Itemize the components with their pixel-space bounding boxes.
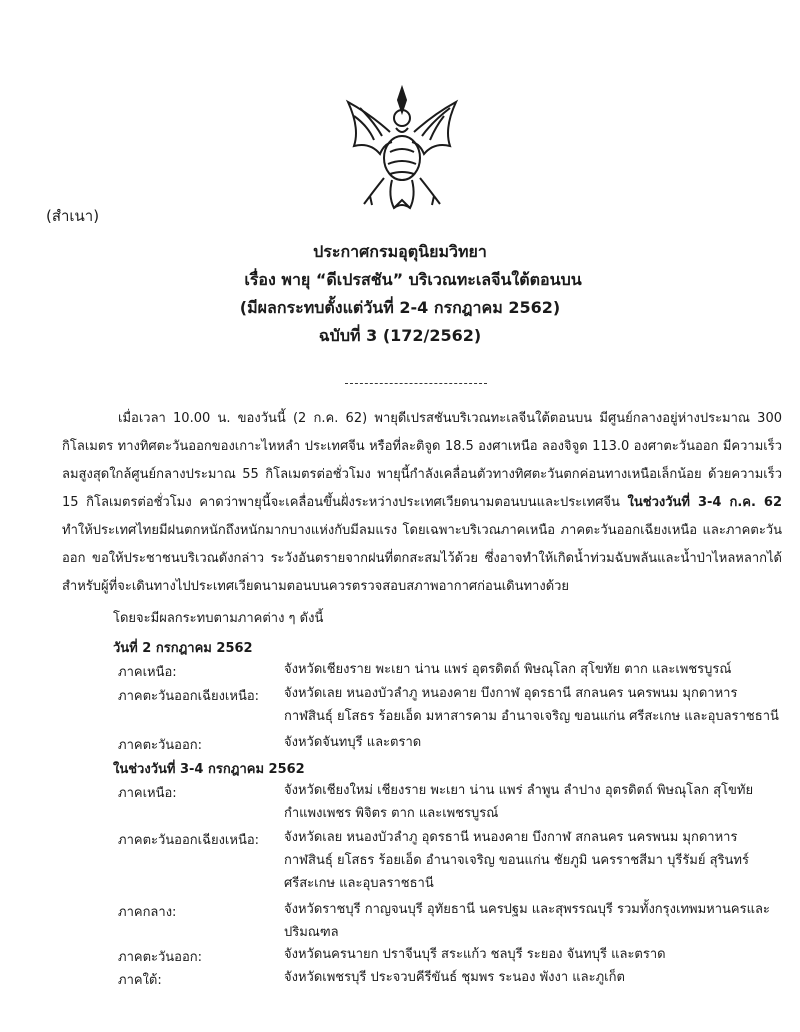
region-provinces: จังหวัดเพชรบุรี ประจวบคีรีขันธ์ ชุมพร ระนอง พังงา และภูเก็ต bbox=[284, 970, 625, 985]
region-provinces: จังหวัดเชียงใหม่ เชียงราย พะเยา น่าน แพร่ ลำพูน ลำปาง อุตรดิตถ์ พิษณุโลก สุโขทัย กำแพงเพชร พิจิตร ตาก และเพชรบูรณ์ bbox=[284, 783, 754, 821]
announcement-body bbox=[62, 405, 782, 601]
issue-number: ฉบับที่ 3 (172/2562) bbox=[318, 326, 482, 345]
region-label: ภาคใต้: bbox=[118, 973, 162, 988]
region-label: ภาคตะวันออก: bbox=[118, 738, 203, 753]
main-paragraph bbox=[62, 405, 782, 601]
garuda-emblem-icon bbox=[340, 84, 465, 214]
region-label: ภาคตะวันออกเฉียงเหนือ: bbox=[118, 689, 260, 704]
region-provinces: จังหวัดนครนายก ปราจีนบุรี สระแก้ว ชลบุรี ระยอง จันทบุรี และตราด bbox=[284, 947, 666, 962]
agency-title: ประกาศกรมอุตุนิยมวิทยา bbox=[313, 242, 487, 261]
region-provinces: จังหวัดราชบุรี กาญจนบุรี อุทัยธานี นครปฐม และสุพรรณบุรี รวมทั้งกรุงเทพมหานครและปริมณฑล bbox=[284, 902, 770, 940]
impact-intro: โดยจะมีผลกระทบตามภาคต่าง ๆ ดังนี้ bbox=[113, 611, 324, 626]
section-title-day-2: วันที่ 2 กรกฎาคม 2562 bbox=[113, 641, 253, 656]
effective-period: (มีผลกระทบตั้งแต่วันที่ 2-4 กรกฎาคม 2562) bbox=[239, 298, 561, 317]
paragraph-text-rest: ทำให้ประเทศไทยมีฝนตกหนักถึงหนักมากบางแห่งกับมีลมแรง โดยเฉพาะบริเวณภาคเหนือ ภาคตะวันออกเฉียงเหนือ และภาคตะวันออก ขอให้ประชาชนบริเวณดังกล่าว ระวังอันตรายจากฝนที่ตกสะสมไว้ด้วย ซึ่งอาจทำให้เกิดน้ำท่วมฉับพลันและน้ำป่าไหลหลากได้ สำหรับผู้ที่จะเดินทางไปประเทศเวียดนามตอนบนควรตรวจสอบสภาพอากาศก่อนเดินทางด้วย bbox=[62, 523, 782, 594]
section-title-day-3-4: ในช่วงวันที่ 3-4 กรกฎาคม 2562 bbox=[113, 762, 305, 777]
paragraph-text: เมื่อเวลา 10.00 น. ของวันนี้ (2 ก.ค. 62) พายุดีเปรสชันบริเวณทะเลจีนใต้ตอนบน มีศูนย์กลางอยู่ห่างประมาณ 300 กิโลเมตร ทางทิศตะวันออกของเกาะไหหลำ ประเทศจีน หรือที่ละติจูด 18.5 องศาเหนือ ลองจิจูด 113.0 องศาตะวันออก มีความเร็วลมสูงสุดใกล้ศูนย์กลางประมาณ 55 กิโลเมตรต่อชั่วโมง พายุนี้กำลังเคลื่อนตัวทางทิศตะวันตกค่อนทางเหนือเล็กน้อย ด้วยความเร็ว 15 กิโลเมตรต่อชั่วโมง คาดว่าพายุนี้จะเคลื่อนขึ้นฝั่งระหว่างประเทศเวียดนามตอนบนและประเทศจีน bbox=[62, 411, 782, 510]
region-provinces: จังหวัดเลย หนองบัวลำภู หนองคาย บึงกาฬ อุดรธานี สกลนคร นครพนม มุกดาหาร กาฬสินธุ์ ยโสธร ร้อยเอ็ด มหาสารคาม อำนาจเจริญ ขอนแก่น ศรีสะเกษ และอุบลราชธานี bbox=[284, 686, 779, 724]
region-provinces: จังหวัดเชียงราย พะเยา น่าน แพร่ อุตรดิตถ์ พิษณุโลก สุโขทัย ตาก และเพชรบูรณ์ bbox=[284, 662, 732, 677]
region-label: ภาคตะวันออกเฉียงเหนือ: bbox=[118, 833, 260, 848]
subject-line: เรื่อง พายุ “ดีเปรสชัน” บริเวณทะเลจีนใต้ตอนบน bbox=[244, 270, 582, 289]
region-label: ภาคเหนือ: bbox=[118, 786, 177, 801]
region-provinces: จังหวัดจันทบุรี และตราด bbox=[284, 735, 422, 750]
header-divider bbox=[345, 383, 487, 384]
region-provinces: จังหวัดเลย หนองบัวลำภู อุดรธานี หนองคาย บึงกาฬ สกลนคร นครพนม มุกดาหาร กาฬสินธุ์ ยโสธร ร้อยเอ็ด อำนาจเจริญ ขอนแก่น ชัยภูมิ นครราชสีมา บุรีรัมย์ สุรินทร์ ศรีสะเกษ และอุบลราชธานี bbox=[284, 830, 749, 891]
region-label: ภาคเหนือ: bbox=[118, 665, 177, 680]
document-header bbox=[0, 238, 800, 350]
copy-mark: (สำเนา) bbox=[46, 207, 100, 225]
paragraph-emphasis: ในช่วงวันที่ 3-4 ก.ค. 62 bbox=[627, 495, 782, 510]
region-label: ภาคกลาง: bbox=[118, 905, 177, 920]
region-label: ภาคตะวันออก: bbox=[118, 950, 203, 965]
